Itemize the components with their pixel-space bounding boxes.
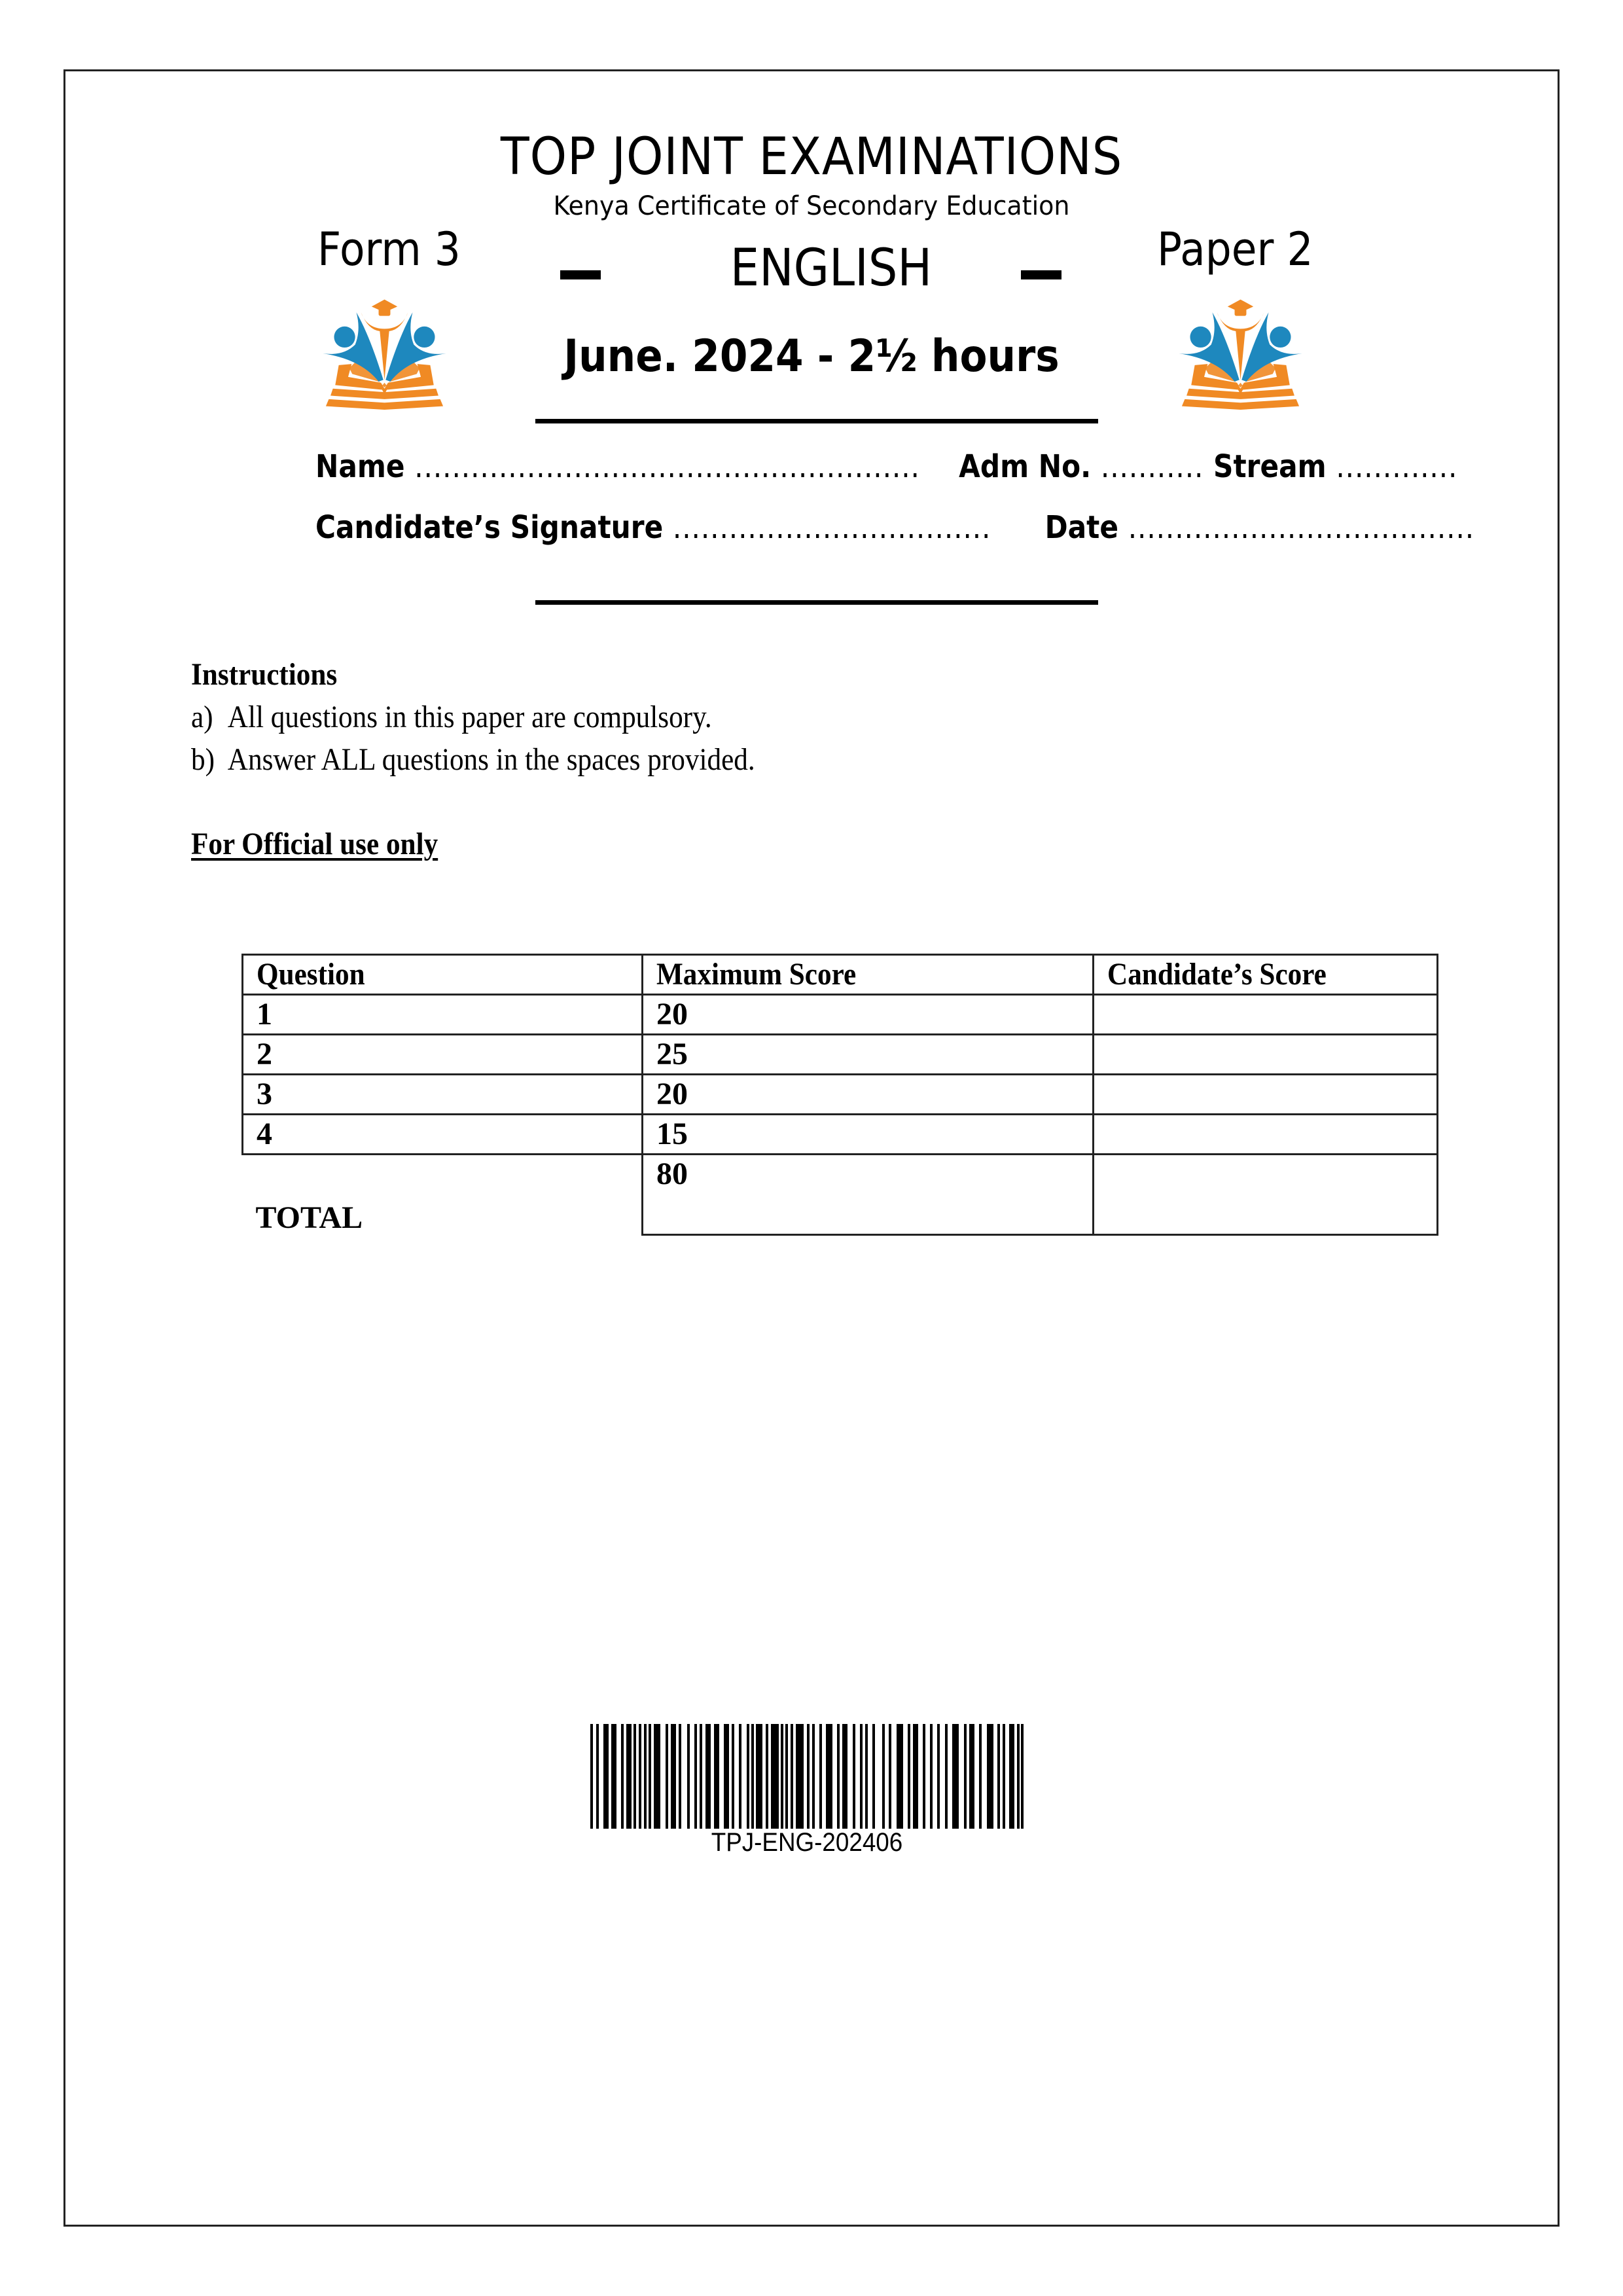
form-label: Form 3: [317, 223, 461, 276]
adm-no-label: Adm No.: [959, 448, 1092, 485]
stream-field[interactable]: .............: [1336, 448, 1458, 485]
date-duration: June. 2024 - 2½ hours: [563, 331, 1060, 382]
score-table: [241, 954, 1438, 1236]
question-number: 4: [243, 1115, 643, 1155]
max-score: 15: [643, 1115, 1094, 1155]
education-logo-icon: [1170, 295, 1311, 412]
candidate-score-cell[interactable]: [1094, 1115, 1438, 1155]
table-row: [243, 1115, 1438, 1155]
total-candidate-score-cell[interactable]: [1094, 1155, 1438, 1235]
header-candidate-score: Candidate’s Score: [1094, 955, 1438, 995]
table-row: [243, 1075, 1438, 1115]
total-row: [243, 1155, 1438, 1235]
question-number: 1: [243, 995, 643, 1035]
barcode-icon: [590, 1724, 1024, 1829]
name-label: Name: [315, 448, 405, 485]
header-question: Question: [243, 955, 643, 995]
dash-left: [560, 270, 601, 279]
paper-label: Paper 2: [1157, 223, 1313, 276]
instruction-item: [191, 699, 712, 735]
subject-title: ENGLISH: [730, 239, 933, 298]
candidate-score-cell[interactable]: [1094, 1075, 1438, 1115]
total-max-score: 80: [643, 1155, 1094, 1235]
stream-label: Stream: [1213, 448, 1327, 485]
signature-field[interactable]: ..................................: [672, 509, 991, 546]
official-use-heading: For Official use only: [191, 827, 438, 861]
adm-no-field[interactable]: ...........: [1100, 448, 1204, 485]
name-field[interactable]: ......................................................: [414, 448, 920, 485]
instruction-text: Answer ALL questions in the spaces provided.: [227, 742, 755, 777]
fields-divider: [535, 600, 1098, 605]
candidate-details-row: [315, 448, 1457, 485]
instruction-marker: b): [191, 742, 215, 777]
question-number: 3: [243, 1075, 643, 1115]
header-max-score: Maximum Score: [643, 955, 1094, 995]
signature-row: [315, 509, 1474, 546]
instruction-marker: a): [191, 700, 213, 734]
max-score: 20: [643, 1075, 1094, 1115]
max-score: 25: [643, 1035, 1094, 1075]
exam-subtitle: Kenya Certificate of Secondary Education: [553, 191, 1070, 221]
total-label: TOTAL: [243, 1155, 643, 1235]
date-label: Date: [1044, 509, 1118, 546]
table-row: [243, 1035, 1438, 1075]
max-score: 20: [643, 995, 1094, 1035]
dash-right: [1021, 270, 1061, 279]
question-number: 2: [243, 1035, 643, 1075]
barcode-text: TPJ-ENG-202406: [711, 1828, 903, 1857]
instructions-heading: Instructions: [191, 657, 338, 692]
table-row: [243, 995, 1438, 1035]
signature-label: Candidate’s Signature: [315, 509, 664, 546]
candidate-score-cell[interactable]: [1094, 1035, 1438, 1075]
header-divider: [535, 419, 1098, 423]
table-header-row: [243, 955, 1438, 995]
date-field[interactable]: .....................................: [1128, 509, 1475, 546]
exam-title: TOP JOINT EXAMINATIONS: [500, 128, 1123, 187]
candidate-score-cell[interactable]: [1094, 995, 1438, 1035]
instruction-item: [191, 742, 755, 778]
instruction-text: All questions in this paper are compulsory.: [227, 700, 712, 734]
